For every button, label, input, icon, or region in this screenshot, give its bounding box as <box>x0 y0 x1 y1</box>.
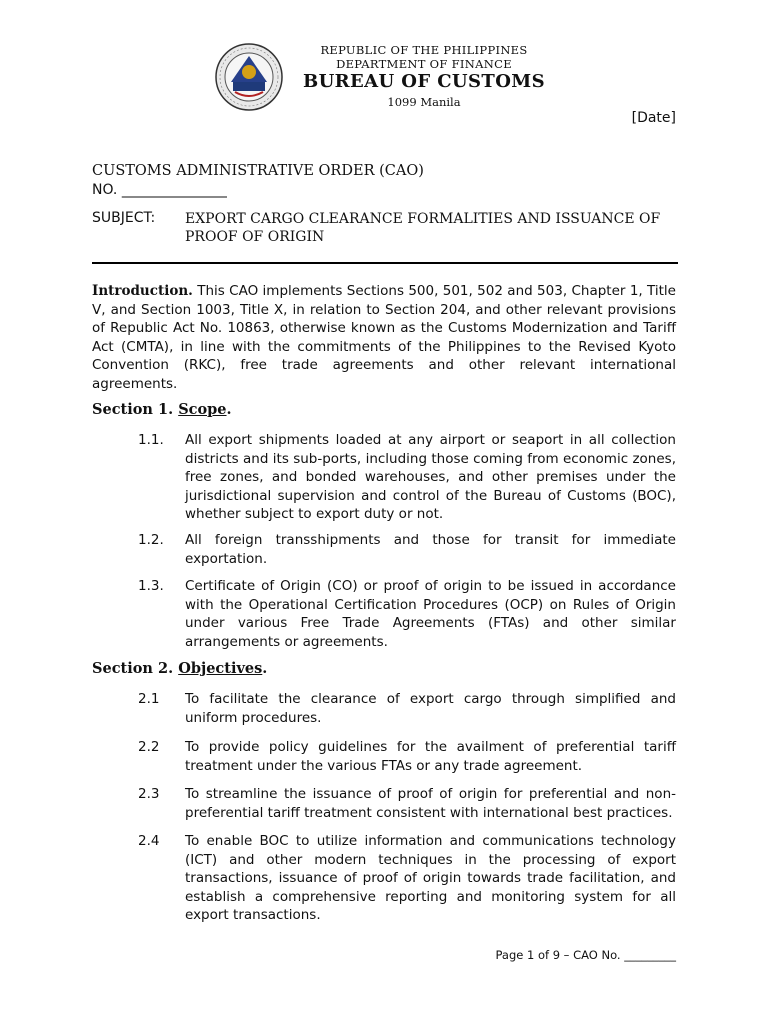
item-text: To streamline the issuance of proof of origin for preferential and non-preferential tariff treatment consistent with international best practices. <box>185 786 676 821</box>
header-address: 1099 Manila <box>387 95 461 109</box>
subject-label: SUBJECT: <box>92 210 156 226</box>
item-number: 1.3. <box>138 578 164 594</box>
date-placeholder: [Date] <box>631 110 676 126</box>
page-footer: Page 1 of 9 – CAO No. _________ <box>495 948 676 962</box>
cao-number: NO. _______________ <box>92 182 227 198</box>
cao-title: CUSTOMS ADMINISTRATIVE ORDER (CAO) <box>92 163 424 179</box>
section-1-suffix: . <box>226 401 232 418</box>
header-bureau: BUREAU OF CUSTOMS <box>302 71 546 92</box>
divider <box>92 262 678 264</box>
item-text: All export shipments loaded at any airport or seaport in all collection districts and its sub-ports, including those coming from economic zones, free zones, and bonded warehouses, and other premises under the jurisdictional supervision and control of the Bureau of Customs (BOC), whether subject to export duty or not. <box>185 432 676 522</box>
section-2-heading <box>92 660 267 677</box>
section-1-title: Scope <box>178 401 227 418</box>
section-1-prefix: Section 1. <box>92 401 179 418</box>
section-2-title: Objectives <box>178 660 263 677</box>
section-1-heading <box>92 401 232 418</box>
item-text: All foreign transshipments and those for transit for immediate exportation. <box>185 532 676 567</box>
item-text: To provide policy guidelines for the availment of preferential tariff treatment under the various FTAs or any trade agreement. <box>185 739 676 774</box>
introduction-heading: Introduction. <box>92 283 193 299</box>
section-2-prefix: Section 2. <box>92 660 179 677</box>
item-number: 1.2. <box>138 532 164 548</box>
item-number: 1.1. <box>138 432 164 448</box>
item-number: 2.4 <box>138 833 160 849</box>
introduction-text: This CAO implements Sections 500, 501, 502 and 503, Chapter 1, Title V, and Section 1003, Title X, in relation to Section 204, and other relevant provisions of Republic Act No. 10863, otherwise known as the Customs Modernization and Tariff Act (CMTA), in line with the commitments of the Philippines to the Revised Kyoto Convention (RKC), free trade agreements and other relevant international agreements. <box>92 283 676 392</box>
header-republic: REPUBLIC OF THE PHILIPPINES <box>320 43 528 57</box>
item-number: 2.1 <box>138 691 160 707</box>
item-text: Certificate of Origin (CO) or proof of origin to be issued in accordance with the Operational Certification Procedures (OCP) on Rules of Origin under various Free Trade Agreements (FTAs) and other similar arrangements or agreements. <box>185 578 676 650</box>
item-text: To enable BOC to utilize information and communications technology (ICT) and other modern techniques in the processing of export transactions, issuance of proof of origin towards trade facilitation, and establish a comprehensive reporting and monitoring system for all export transactions. <box>185 833 676 923</box>
header-department: DEPARTMENT OF FINANCE <box>336 57 512 71</box>
introduction-paragraph <box>92 282 676 393</box>
bureau-of-customs-seal <box>214 42 284 112</box>
item-number: 2.3 <box>138 786 160 802</box>
item-text: To facilitate the clearance of export cargo through simplified and uniform procedures. <box>185 691 676 726</box>
section-2-suffix: . <box>262 660 268 677</box>
subject-text: EXPORT CARGO CLEARANCE FORMALITIES AND ISSUANCE OF PROOF OF ORIGIN <box>185 211 661 245</box>
item-number: 2.2 <box>138 739 160 755</box>
